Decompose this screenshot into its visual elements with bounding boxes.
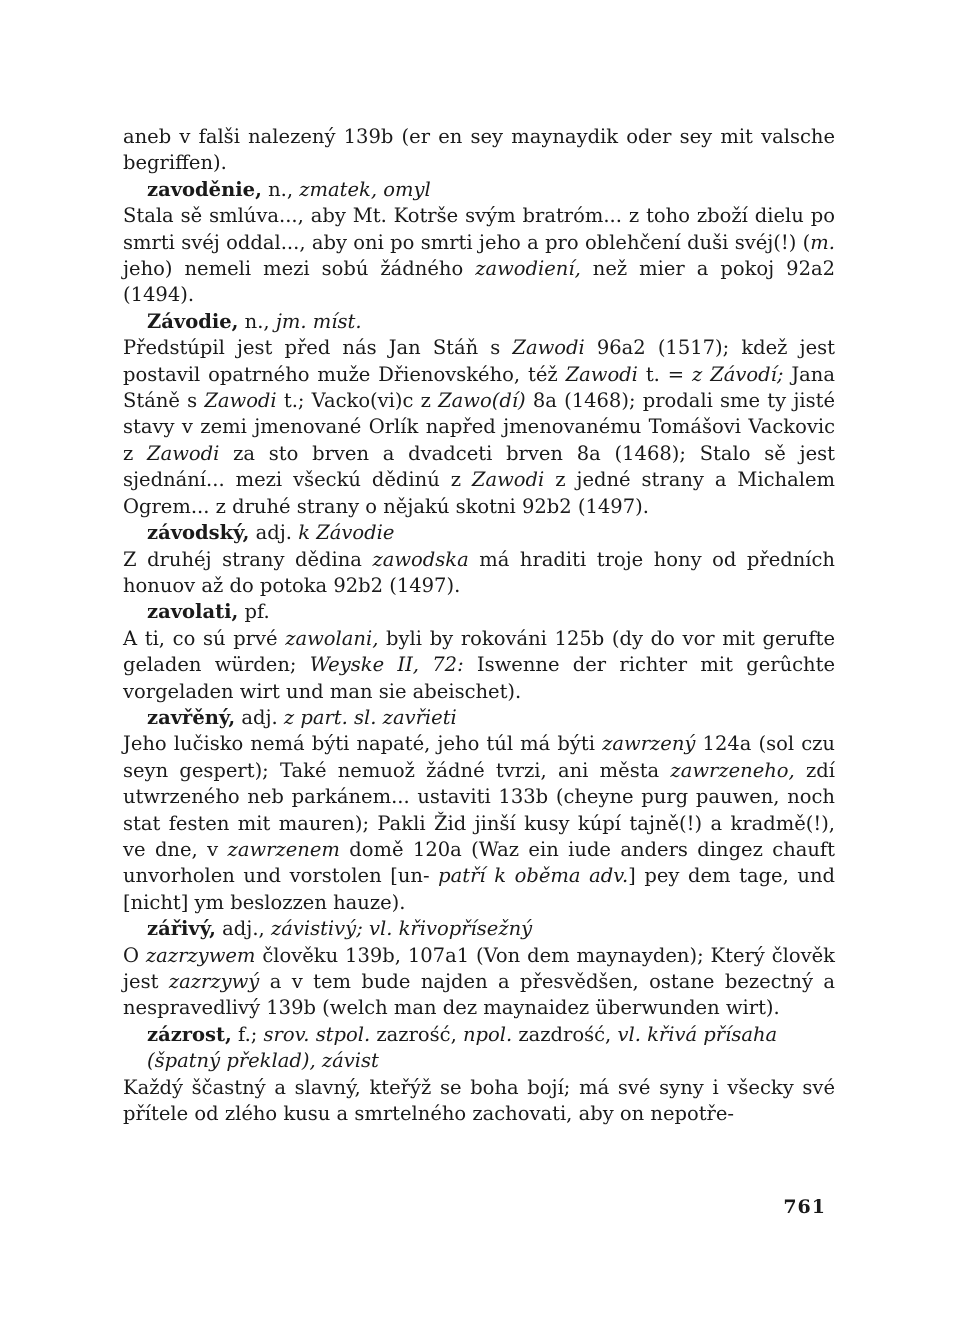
text: t. = [637,362,693,386]
text: a v tem bude najden a přesvědšen, ostane bezectný a nespravedlivý 139b (welch man dez maynaidez überwunden wirt). [123,970,835,1020]
text: domě 120a (Waz ein iude anders dingez chauft unvorholen und vorstolen [un- [123,837,835,888]
text-italic: Zawodi [565,362,638,386]
definition: jm. míst. [275,309,362,333]
page-number: 761 [783,1196,826,1218]
text: zdí utwrzeného neb parkánem... ustaviti 133b (cheyne purg pauwen, noch stat festen mit mauren); Pakli Žid jinší kusy kúpí tajně(!) a kradmě(!), ve dne, v [123,758,835,861]
headword: zavřěný, [147,705,236,729]
text-italic: zazrzywem [145,943,256,967]
text: O [123,943,146,967]
text: za sto brven a dvadceti brven 8a (1468); Stalo sě jest sjednání... mezi všeckú dědinú z [123,441,835,492]
grammar: n., [238,309,276,333]
page-body [123,124,835,1127]
grammar: pf. [238,600,270,624]
text-italic: Zawodi [204,389,277,413]
text-italic: Zawodi [512,336,585,360]
definition: zmatek, omyl [299,177,431,201]
text: Jana Stáně s [123,362,835,413]
definition-continued: (špatný překlad), závist [147,1049,379,1073]
headword: zavolati, [147,600,239,624]
entry-zavolati [123,599,835,625]
text-italic: zazrzywý [168,970,260,993]
entry-zazrost [123,1022,835,1075]
text: byli by rokováni 125b (dy do vor mit gerufte geladen würden; [123,626,835,677]
grammar: adj. [235,705,284,729]
entry-zavodenie [123,177,835,203]
text: než mier a pokoj 92a2 (1494). [123,257,836,307]
text: Předstúpil jest před nás Jan Stáň s [123,336,513,360]
text-italic: Zawo(dí) [438,389,526,413]
text: aneb v falši nalezený 139b (er en sey maynaydik oder sey mit valsche begriffen). [123,125,835,175]
text-italic: zawrzenem [227,837,340,861]
headword: Závodie, [147,309,239,333]
text: Iswenne der richter mit gerûchte vorgeladen wirt und man sie abeischet). [123,653,835,703]
text-italic: zawrzeneho, [670,758,795,782]
text-italic: Zawodi [147,441,220,465]
text-italic: patří k oběma adv. [438,864,629,888]
text-italic: zawodska [372,547,469,571]
example-paragraph [123,203,835,309]
text-italic: Weyske II, 72: [309,653,464,677]
definition: k Závodie [298,521,395,545]
text-italic: zawolani, [285,626,379,650]
entry-zavreny [123,705,835,731]
grammar: adj. [249,521,299,545]
headword: zářivý, [147,917,216,941]
grammar: f.; [231,1022,264,1046]
continuation-paragraph [123,124,835,177]
entry-zarivy [123,916,835,942]
grammar: zazrość, [370,1022,463,1046]
definition: srov. stpol. [263,1022,371,1046]
example-paragraph [123,626,835,705]
headword: zavoděnie, [147,177,262,201]
text-italic: z Závodí; [692,362,784,386]
text: 124a (sol czu seyn gespert); Také nemuož žádné tvrzi, ani města [123,732,835,782]
definition: vl. křivá přísaha [617,1022,778,1046]
text-italic: zawodiení, [475,257,581,281]
entry-zavodie [123,309,835,335]
definition: závistivý; vl. křivopřísežný [270,917,533,941]
text: Jeho lučisko nemá býti napaté, jeho túl má býti [123,732,603,756]
text: Stala sě smlúva..., aby Mt. Kotrše svým bratróm... z toho zboží dielu po smrti svéj oddal..., aby oni po smrti jeho a pro oblehčení duši svéj(!) ( [123,204,835,254]
text: jeho) nemeli mezi sobú žádného [123,257,476,281]
entry-zavodsky [123,520,835,546]
headword: závodský, [147,521,250,545]
text: z jedné strany a Michalem Ogrem... z druhé strany o nějakú skotni 92b2 (1497). [123,468,835,518]
text: Z druhéj strany dědina [123,547,373,571]
grammar: n., [261,177,300,201]
text-italic: Zawodi [471,468,545,492]
text-italic: zawrzený [602,732,696,756]
definition: npol. [462,1022,513,1046]
text: t.; Vacko(vi)c z [276,389,439,413]
headword: zázrost, [147,1022,232,1046]
example-paragraph [123,335,835,520]
example-paragraph [123,943,835,1022]
definition: z part. sl. zavřieti [283,705,457,729]
text: 96a2 (1517); kdež jest postavil opatrného muže Dřienovského, též [123,336,835,386]
text: ] pey dem tage, und [nicht] ym beslozzen hauze). [123,864,835,914]
text: má hraditi troje hony od předních honuov až do potoka 92b2 (1497). [123,547,835,597]
example-paragraph [123,731,835,916]
grammar: adj., [215,917,271,941]
example-paragraph [123,1075,835,1128]
example-paragraph [123,547,835,600]
text: Každý ščastný a slavný, kteřýž se boha bojí; má své syny i všecky své přítele od zlého kusu a smrtelného zachovati, aby on nepotře- [123,1075,835,1126]
text-italic: m. [810,230,835,254]
text: A ti, co sú prvé [123,626,286,650]
text: 8a (1468); prodali sme ty jisté stavy v zemi jmenované Orlík napřed jmenovanému Tomášovi Vackovic z [123,389,835,465]
grammar: zazdrość, [512,1022,618,1046]
text: člověku 139b, 107a1 (Von dem maynayden); Který člověk jest [123,943,836,993]
